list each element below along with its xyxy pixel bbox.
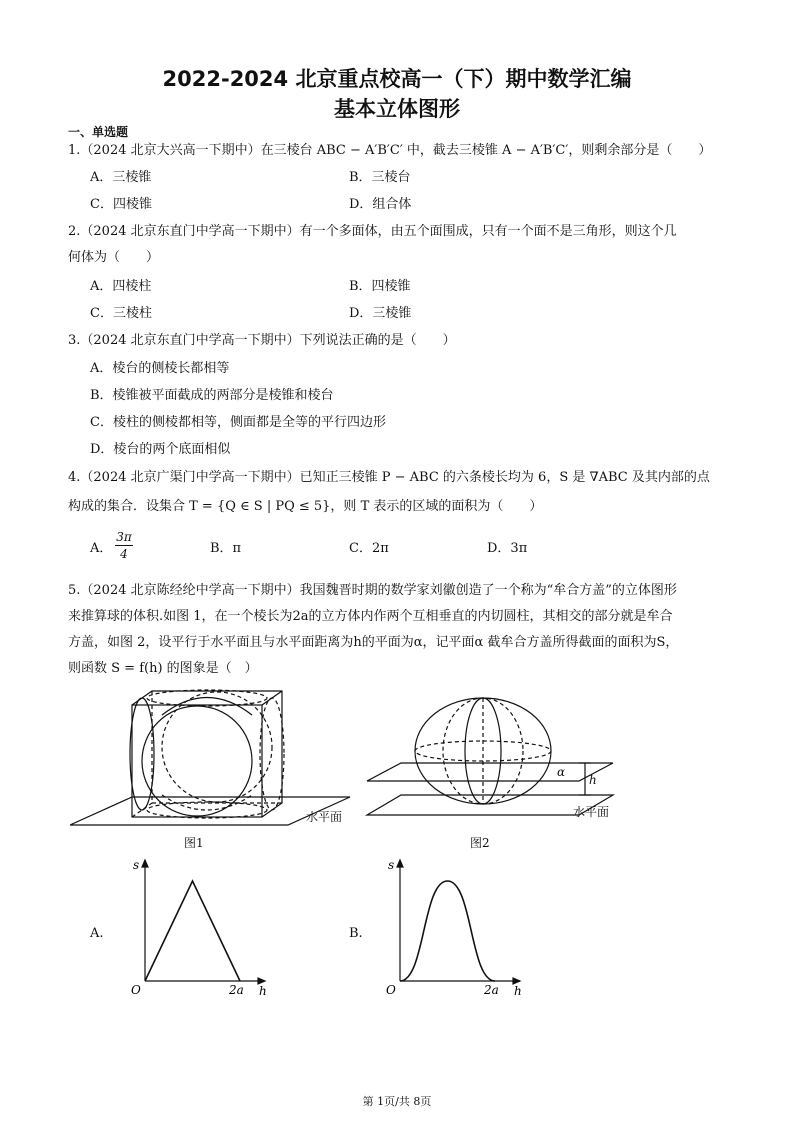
graph-b-tick-2a: 2a [484,983,499,997]
graph-a-y-arrow [142,860,148,867]
fig2-plane-alpha [367,763,613,781]
q2-option-c: C．三棱柱 [90,306,152,321]
q3-option-c: C．棱柱的侧棱都相等，侧面都是全等的平行四边形 [90,415,386,430]
graph-a-series-line [145,881,240,981]
page-footer: 第 1页/共 8页 [362,1095,432,1108]
q3-option-b: B．棱锥被平面截成的两部分是棱锥和棱台 [90,388,334,403]
document-title: 2022-2024 北京重点校高一（下）期中数学汇编 [162,67,632,91]
q4-stem-line-2: 构成的集合．设集合 T = {Q ∈ S | PQ ≤ 5}，则 T 表示的区域的面积为（ ） [68,499,543,514]
q5-stem-line-2: 来推算球的体积.如图 1，在一个棱长为2a的立方体内作两个互相垂直的内切圆柱，其相交的部分就是牟合 [68,609,673,624]
q4-stem-line-1: 4.（2024 北京广渠门中学高一下期中）已知正三棱锥 P − ABC 的六条棱长均为 6，S 是 ∇ABC 及其内部的点 [68,470,710,485]
fig1-front-circle [142,706,252,816]
figure-1-cube [70,685,360,830]
q2-option-d: D．三棱锥 [349,306,412,321]
section-heading: 一、单选题 [68,125,129,139]
q4-option-a-fraction [115,530,133,561]
graph-a [115,855,270,1000]
graph-b-y-label: s [388,858,395,872]
q4-option-d: D．3π [487,541,528,556]
q5-stem-line-1: 5.（2024 北京陈经纶中学高一下期中）我国魏晋时期的数学家刘徽创造了一个称为“牟合方盖”的立体图形 [68,583,677,598]
q1-option-b: B．三棱台 [349,170,411,185]
q5-stem-line-4: 则函数 S = f(h) 的图象是（ ） [68,661,258,676]
graph-b-origin: O [386,983,396,997]
q2-option-b: B．四棱锥 [349,279,411,294]
figure-2-solid [365,685,625,830]
fraction-bar [115,545,133,546]
q3-option-d: D．棱台的两个底面相似 [90,442,231,457]
graph-b [370,855,525,1000]
graph-b-x-label: h [514,984,522,998]
figure-1-caption: 图1 [184,836,204,850]
fig2-plane-label: 水平面 [573,805,610,819]
graph-a-tick-2a: 2a [229,983,244,997]
q4-option-a: A． [90,541,113,556]
q2-stem-line-1: 2.（2024 北京东直门中学高一下期中）有一个多面体，由五个面围成，只有一个面不是三角形，则这个几 [68,224,677,239]
q4-option-b: B．π [210,541,242,556]
q5-option-b: B. [349,926,363,941]
q1-option-d: D．组合体 [349,197,412,212]
fig2-h-label: h [589,773,597,787]
q1-stem-line-1: 1.（2024 北京大兴高一下期中）在三棱台 ABC − A′B′C′ 中，截去三棱锥 A − A′B′C′，则剩余部分是（ ） [68,143,712,158]
document-subtitle: 基本立体图形 [334,97,460,121]
fig2-alpha-label: α [557,765,566,779]
q3-option-a: A．棱台的侧棱长都相等 [90,361,230,376]
q1-option-c: C．四棱锥 [90,197,152,212]
q4-option-c: C．2π [349,541,389,556]
figure-2-caption: 图2 [470,836,490,850]
q5-option-a: A. [90,926,104,941]
graph-b-series-curve [400,881,495,981]
graph-b-y-arrow [397,860,403,867]
q5-stem-line-3: 方盖，如图 2，设平行于水平面且与水平面距离为h的平面为α，记平面α 截牟合方盖所得截面的面积为S， [68,635,679,650]
graph-a-y-label: s [133,858,140,872]
fraction-denominator: 4 [120,547,128,561]
q2-option-a: A．四棱柱 [90,279,152,294]
graph-a-x-label: h [259,984,267,998]
q2-stem-line-2: 何体为（ ） [68,250,160,265]
q3-stem-line-1: 3.（2024 北京东直门中学高一下期中）下列说法正确的是（ ） [68,333,456,348]
q1-option-a: A．三棱锥 [90,170,152,185]
fig1-plane-label: 水平面 [306,810,343,824]
fraction-numerator: 3π [116,530,132,544]
graph-a-origin: O [131,983,141,997]
